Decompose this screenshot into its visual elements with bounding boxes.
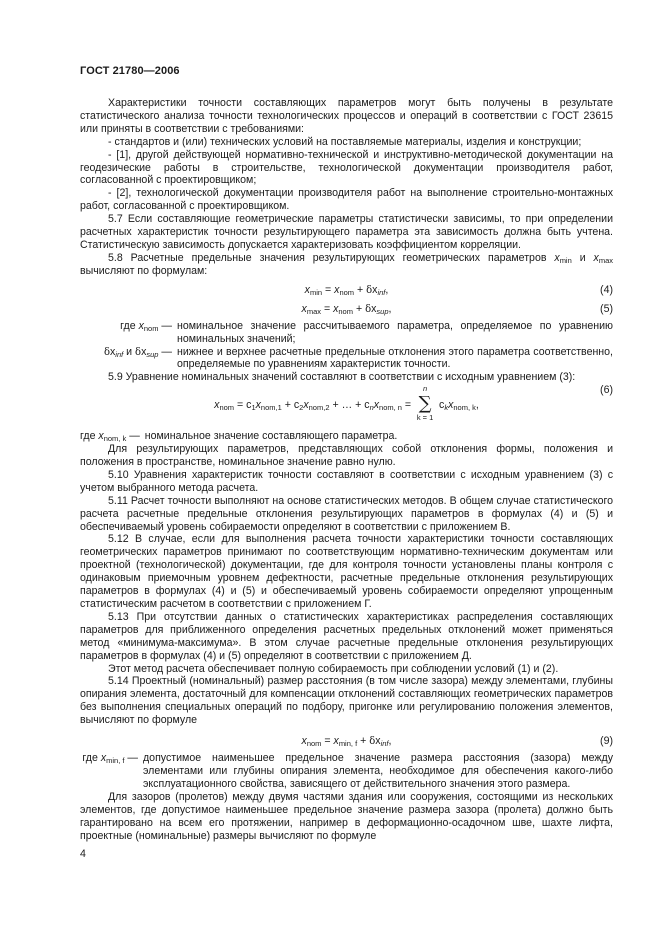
page-number: 4 [80,848,86,860]
clause-5-12: 5.12 В случае, если для выполнения расчета точности характеристики точности составляющих геометрических параметров принимают по соответствующим нормативно-техническим документам или проектной (технологической) документации, где для контроля точности установлены планы контроля с одинаковым приемочным уровнем дефектности, расчетные предельные отклонения результирующих параметров в формулах (4) и (5) и обеспечиваемый уровень собираемости определяют упрощенным статистическим расчетом в соответствии с приложением Г. [80,533,613,610]
formula-number: (9) [600,735,613,748]
formula-9: $x_{nom} = x_{min, f} + \delta x_{inf}$, (9) [301,735,613,749]
list-item: - стандартов и (или) технических условий на поставляемые материалы, изделия и конструкции; [108,135,582,148]
paragraph-gaps: Для зазоров (пролетов) между двумя частями здания или сооружения, состоящими из нескольких элементов, где допустимое наименьшее предельное значение размера зазора (пролета) должно быть гарантировано на всем его протяжении, например в деформационно-осадочном шве, шахте лифта, проектные (номинальные) размеры вычисляют по формуле [80,790,613,842]
document-body [80,97,613,842]
clause-5-7: 5.7 Если составляющие геометрические параметры статистически зависимы, то при определении расчетных характеристик точности результирующего параметра эта зависимость должна быть учтена. Статистическую зависимость допускается характеризовать коэффициентом корреляции. [80,213,613,251]
paragraph-accuracy: Характеристики точности составляющих параметров могут быть получены в результате статистического анализа точности технологических процессов и операций в соответствии с ГОСТ 23615 или приняты в соответствии с требованиями: [80,97,613,135]
formula-5: $x_{max} = x_{nom} + \delta x_{sup}$, (5) [301,302,613,316]
clause-5-8: 5.8 Расчетные предельные значения результирующих геометрических параметров $x_{min}$ и $x_{max}$ вычисляют по формулам: [80,251,614,277]
formula-6: $x_{nom} = c_1x_{nom,1} + c_2x_{nom,2}$ + … + $c_nx_{nom, n}$ = n ∑ k = 1 $c_kx_{nom, k}$, (6) [214,384,613,423]
definition-x-nom-k: где $x_{nom, k}$ — номинальное значение составляющего параметра. [80,430,398,444]
definition-x-nom: где $x_{nom}$ — номинальное значение рассчитываемого параметра, определяемое по уравнению номинальных значений; [120,319,613,345]
document-header: ГОСТ 21780—2006 [80,65,180,77]
formula-number: (6) [600,384,613,397]
formula-number: (5) [600,302,613,315]
list-item: - [1], другой действующей нормативно-технической и инструктивно-методической документации на геодезические работы в строительстве, технологической документации производителя работ, согласованной с проектировщиком; [80,148,613,187]
clause-5-13: 5.13 При отсутствии данных о статистических характеристиках распределения составляющих параметров для приближенного определения расчетных предельных отклонений может применяться метод «минимума-максимума». В этом случае расчетные предельные отклонения результирующих параметров в формулах (4) и (5) определяют в соответствии с приложением Д. [80,610,613,662]
clause-5-14: 5.14 Проектный (номинальный) размер расстояния (в том числе зазора) между элементами, глубины опирания элемента, достаточный для компенсации отклонений составляющих геометрических параметров без выполнения специальных операций по подбору, пригонке или регулированию положения элементов, вычисляют по формуле [80,675,613,727]
paragraph-zero-nominal: Для результирующих параметров, представляющих собой отклонения формы, положения и положения в пространстве, номинальное значение равно нулю. [80,443,613,469]
clause-5-10: 5.10 Уравнения характеристик точности составляют в соответствии с исходным уравнением (3) с учетом выбранного метода расчета. [80,468,613,494]
summation-sign: n ∑ k = 1 [416,384,434,423]
list-item: - [2], технологической документации производителя работ на выполнение строительно-монтажных работ, согласованной с проектировщиком. [80,187,613,213]
formula-4: $x_{min} = x_{nom} + \delta x_{inf}$, (4) [304,283,613,297]
formula-number: (4) [600,283,613,296]
definition-x-min-f: где $x_{min, f}$ — допустимое наименьшее предельное значение размера расстояния (зазора) между элементами или глубины опирания элемента, необходимое для обеспечения какого-либо эксплуатационного свойства, зависящего от действительного значения этого размера. [82,752,613,790]
definition-deviations: $\delta x_{inf}$ и $\delta x_{sup}$ — нижнее и верхнее расчетные предельные отклонения этого параметра соответственно, определяемые по уравнениям характеристик точности. [103,345,613,371]
paragraph-method: Этот метод расчета обеспечивает полную собираемость при соблюдении условий (1) и (2). [108,662,559,675]
clause-5-9: 5.9 Уравнение номинальных значений составляют в соответствии с исходным уравнением (3): [108,371,576,384]
clause-5-11: 5.11 Расчет точности выполняют на основе статистических методов. В общем случае статистического расчета расчетные предельные отклонения результирующих параметров в формулах (4) и (5) и обеспечиваемый уровень собираемости определяют в соответствии с приложением В. [80,494,613,533]
